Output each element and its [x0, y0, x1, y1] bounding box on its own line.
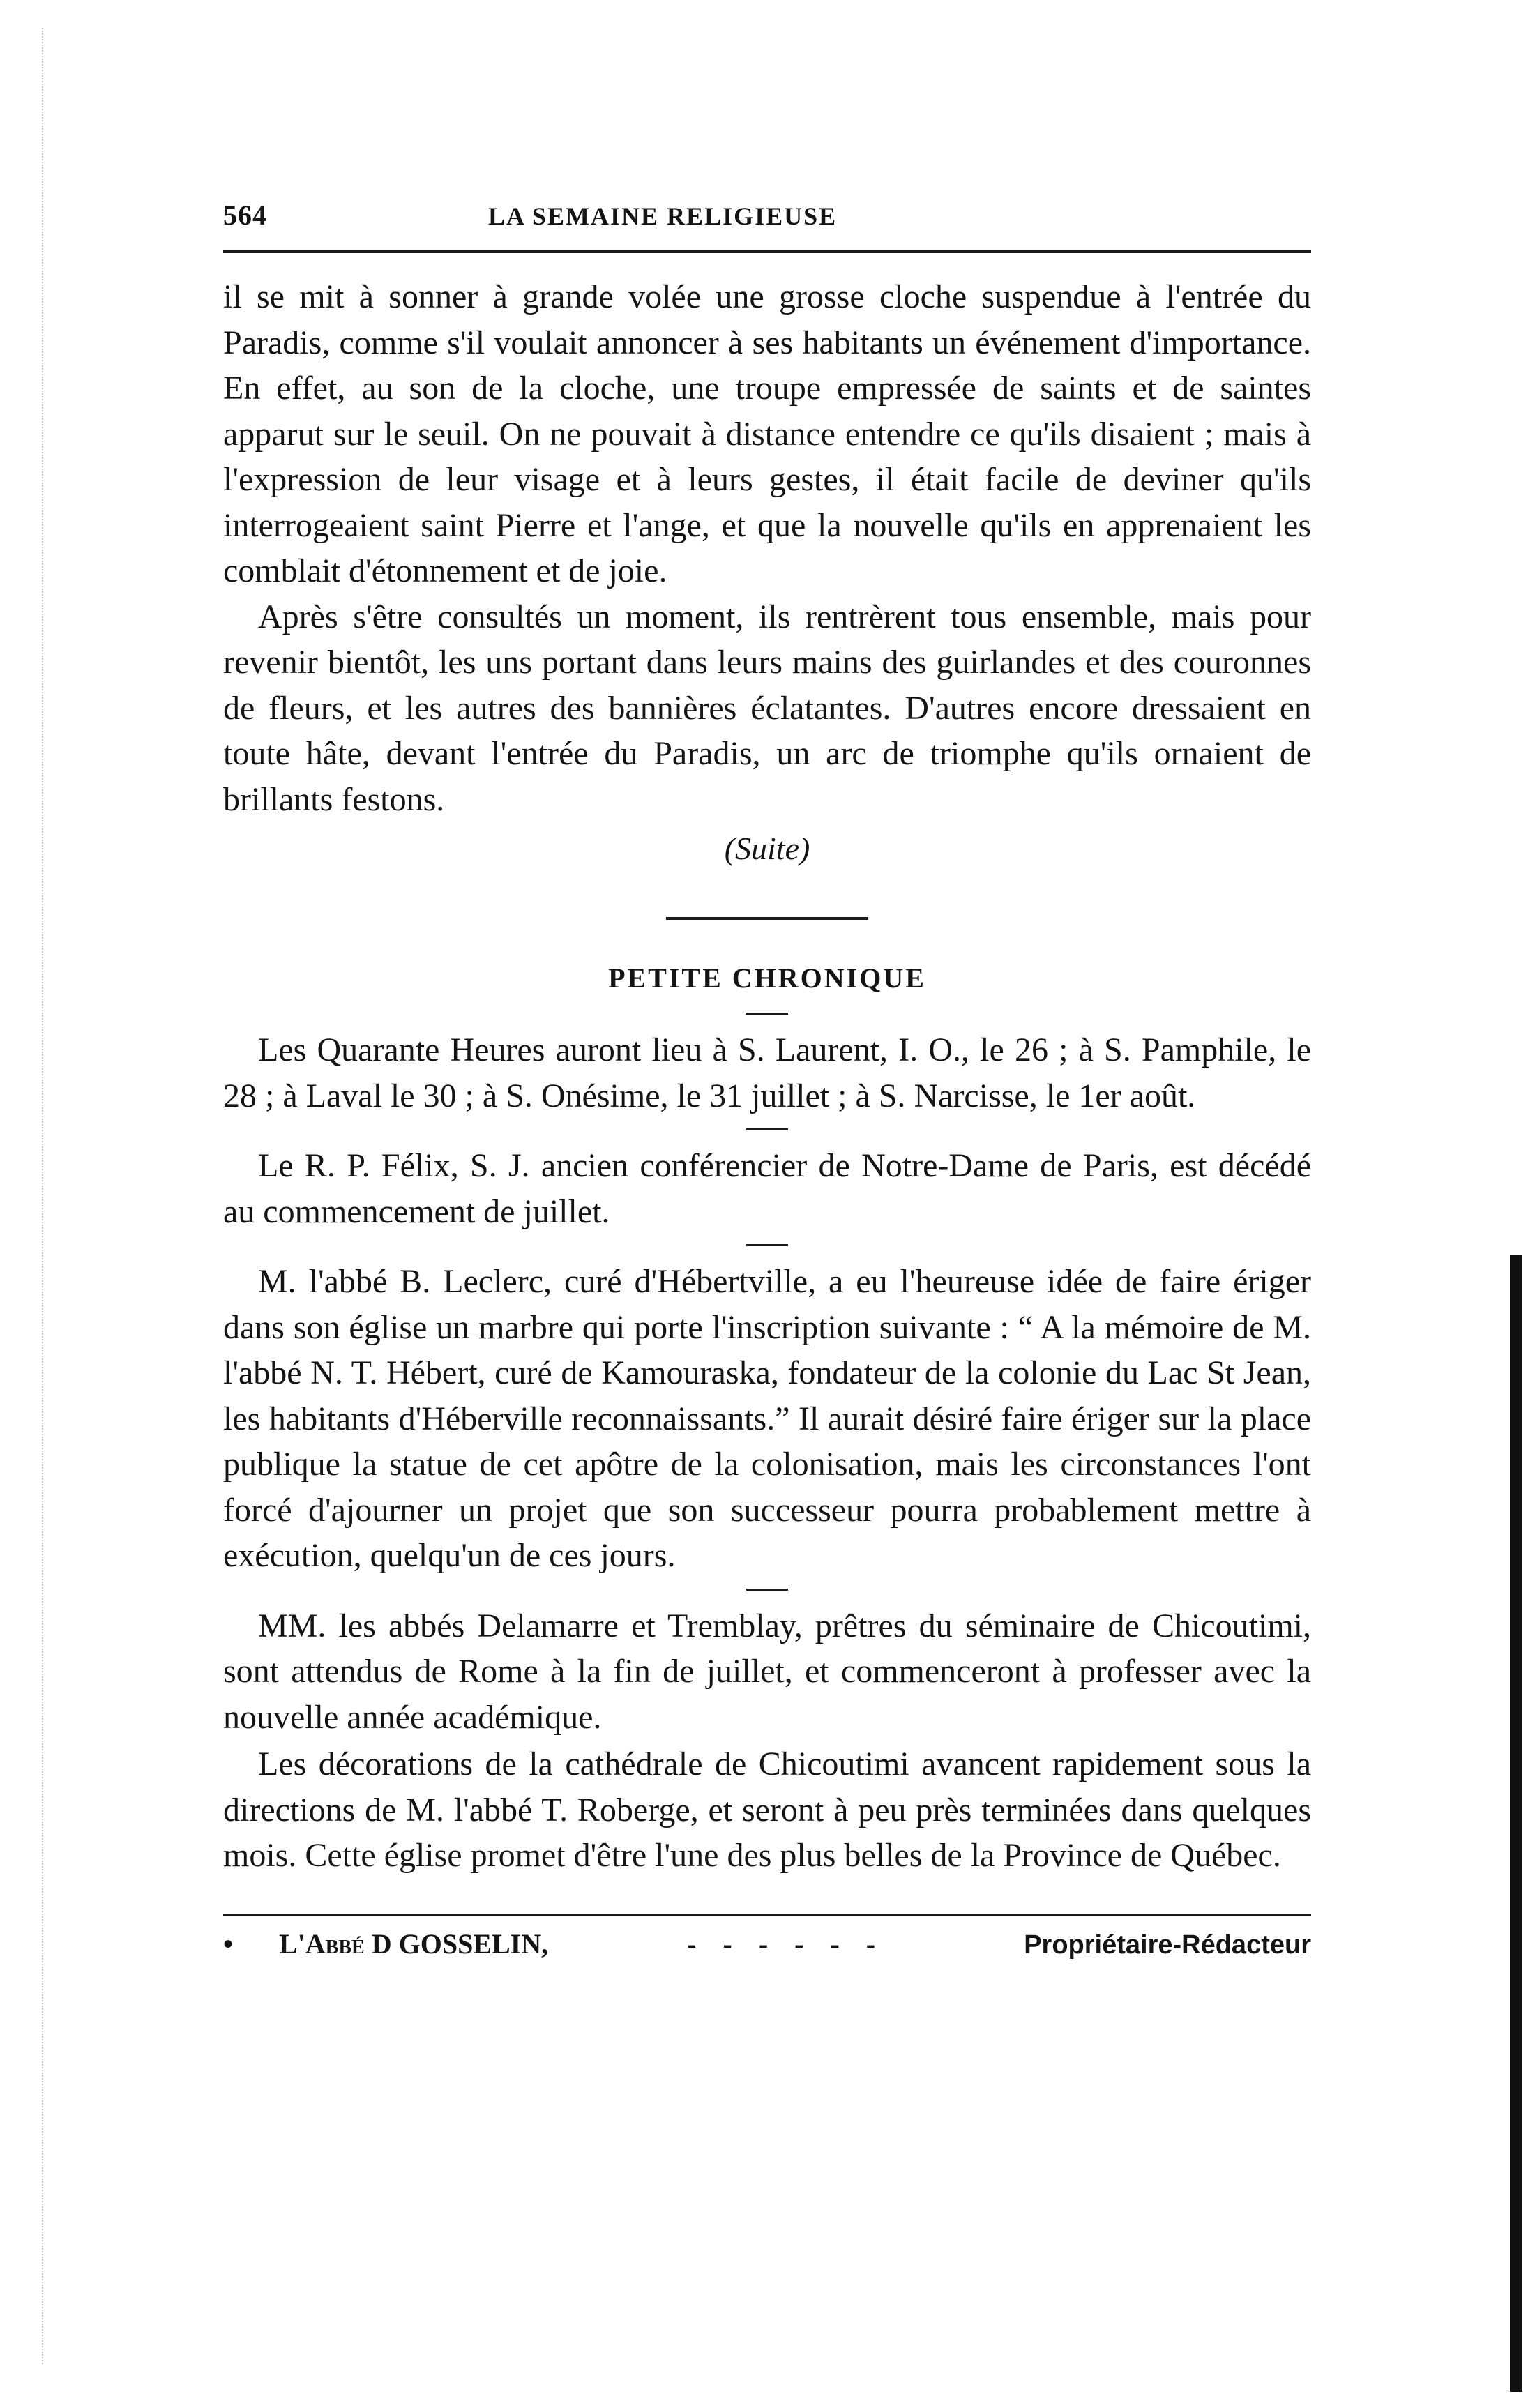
continued-marker: (Suite)	[724, 831, 810, 866]
chronique-item-3: M. l'abbé B. Leclerc, curé d'Hébertville, a eu l'heureuse idée de faire ériger dans son église un marbre qui porte l'inscription suivante : “ A la mémoire de M. l'abbé N. T. Hébert, curé de Kamouraska, fondateur de la colonie du Lac St Jean, les habitants d'Héberville reconnaissants.” Il aurait désiré faire ériger sur la place publique la statue de cet apôtre de la colonisation, mais les circonstances l'ont forcé d'ajourner un projet que son successeur pourra probablement mettre à exécution, quelqu'un de ces jours.	[223, 1263, 1311, 1574]
item-separator	[746, 1589, 788, 1591]
header-rule	[223, 250, 1311, 253]
section-title: PETITE CHRONIQUE	[608, 962, 926, 994]
section-divider	[666, 917, 868, 920]
chronique-item-2: Le R. P. Félix, S. J. ancien conférencier de Notre-Dame de Paris, est décédé au commencement de juillet.	[223, 1147, 1311, 1230]
footer-role: Propriétaire-Rédacteur	[1024, 1930, 1311, 1960]
footer-rule	[223, 1914, 1311, 1916]
scan-margin-marks	[42, 28, 71, 2364]
chronique-item-5: Les décorations de la cathédrale de Chicoutimi avancent rapidement sous la directions de M. l'abbé T. Roberge, et seront à peu près terminées dans quelques mois. Cette église promet d'être l'une des plus belles de la Province de Québec.	[223, 1746, 1311, 1874]
page-number: 564	[223, 199, 267, 231]
running-head	[223, 199, 1311, 248]
story-paragraph-1: il se mit à sonner à grande volée une grosse cloche suspendue à l'entrée du Paradis, comme s'il voulait annoncer à ses habitants un événement d'importance. En effet, au son de la cloche, une troupe empressée de saints et de saintes apparut sur le seuil. On ne pouvait à distance entendre ce qu'ils disaient ; mais à l'expression de leur visage et à leurs gestes, il était facile de deviner qu'ils interrogeaient saint Pierre et l'ange, et que la nouvelle qu'ils en apprenaient les comblait d'étonnement et de joie.	[223, 278, 1311, 589]
page	[223, 199, 1311, 1960]
chronique-item-4: MM. les abbés Delamarre et Tremblay, prêtres du séminaire de Chicoutimi, sont attendus de Rome à la fin de juillet, et commenceront à professer avec la nouvelle année académique.	[223, 1607, 1311, 1736]
item-separator	[746, 1128, 788, 1130]
footer-author: L'Abbé D GOSSELIN,	[279, 1928, 549, 1960]
footer-dashes: - - - - - -	[687, 1928, 886, 1960]
chronique-item-1: Les Quarante Heures auront lieu à S. Laurent, I. O., le 26 ; à S. Pamphile, le 28 ; à Laval le 30 ; à S. Onésime, le 31 juillet ; à S. Narcisse, le 1er août.	[223, 1031, 1311, 1114]
item-separator	[746, 1244, 788, 1246]
item-separator	[746, 1013, 788, 1015]
running-title: LA SEMAINE RELIGIEUSE	[488, 202, 838, 230]
imprint-footer	[223, 1928, 1311, 1960]
story-paragraph-2: Après s'être consultés un moment, ils rentrèrent tous ensemble, mais pour revenir bientôt, les uns portant dans leurs mains des guirlandes et des couronnes de fleurs, et les autres des bannières éclatantes. D'autres encore dressaient en toute hâte, devant l'entrée du Paradis, un arc de triomphe qu'ils ornaient de brillants festons.	[223, 598, 1311, 818]
footer-bullet: •	[223, 1928, 234, 1960]
scan-binding-edge	[1510, 1255, 1522, 2392]
